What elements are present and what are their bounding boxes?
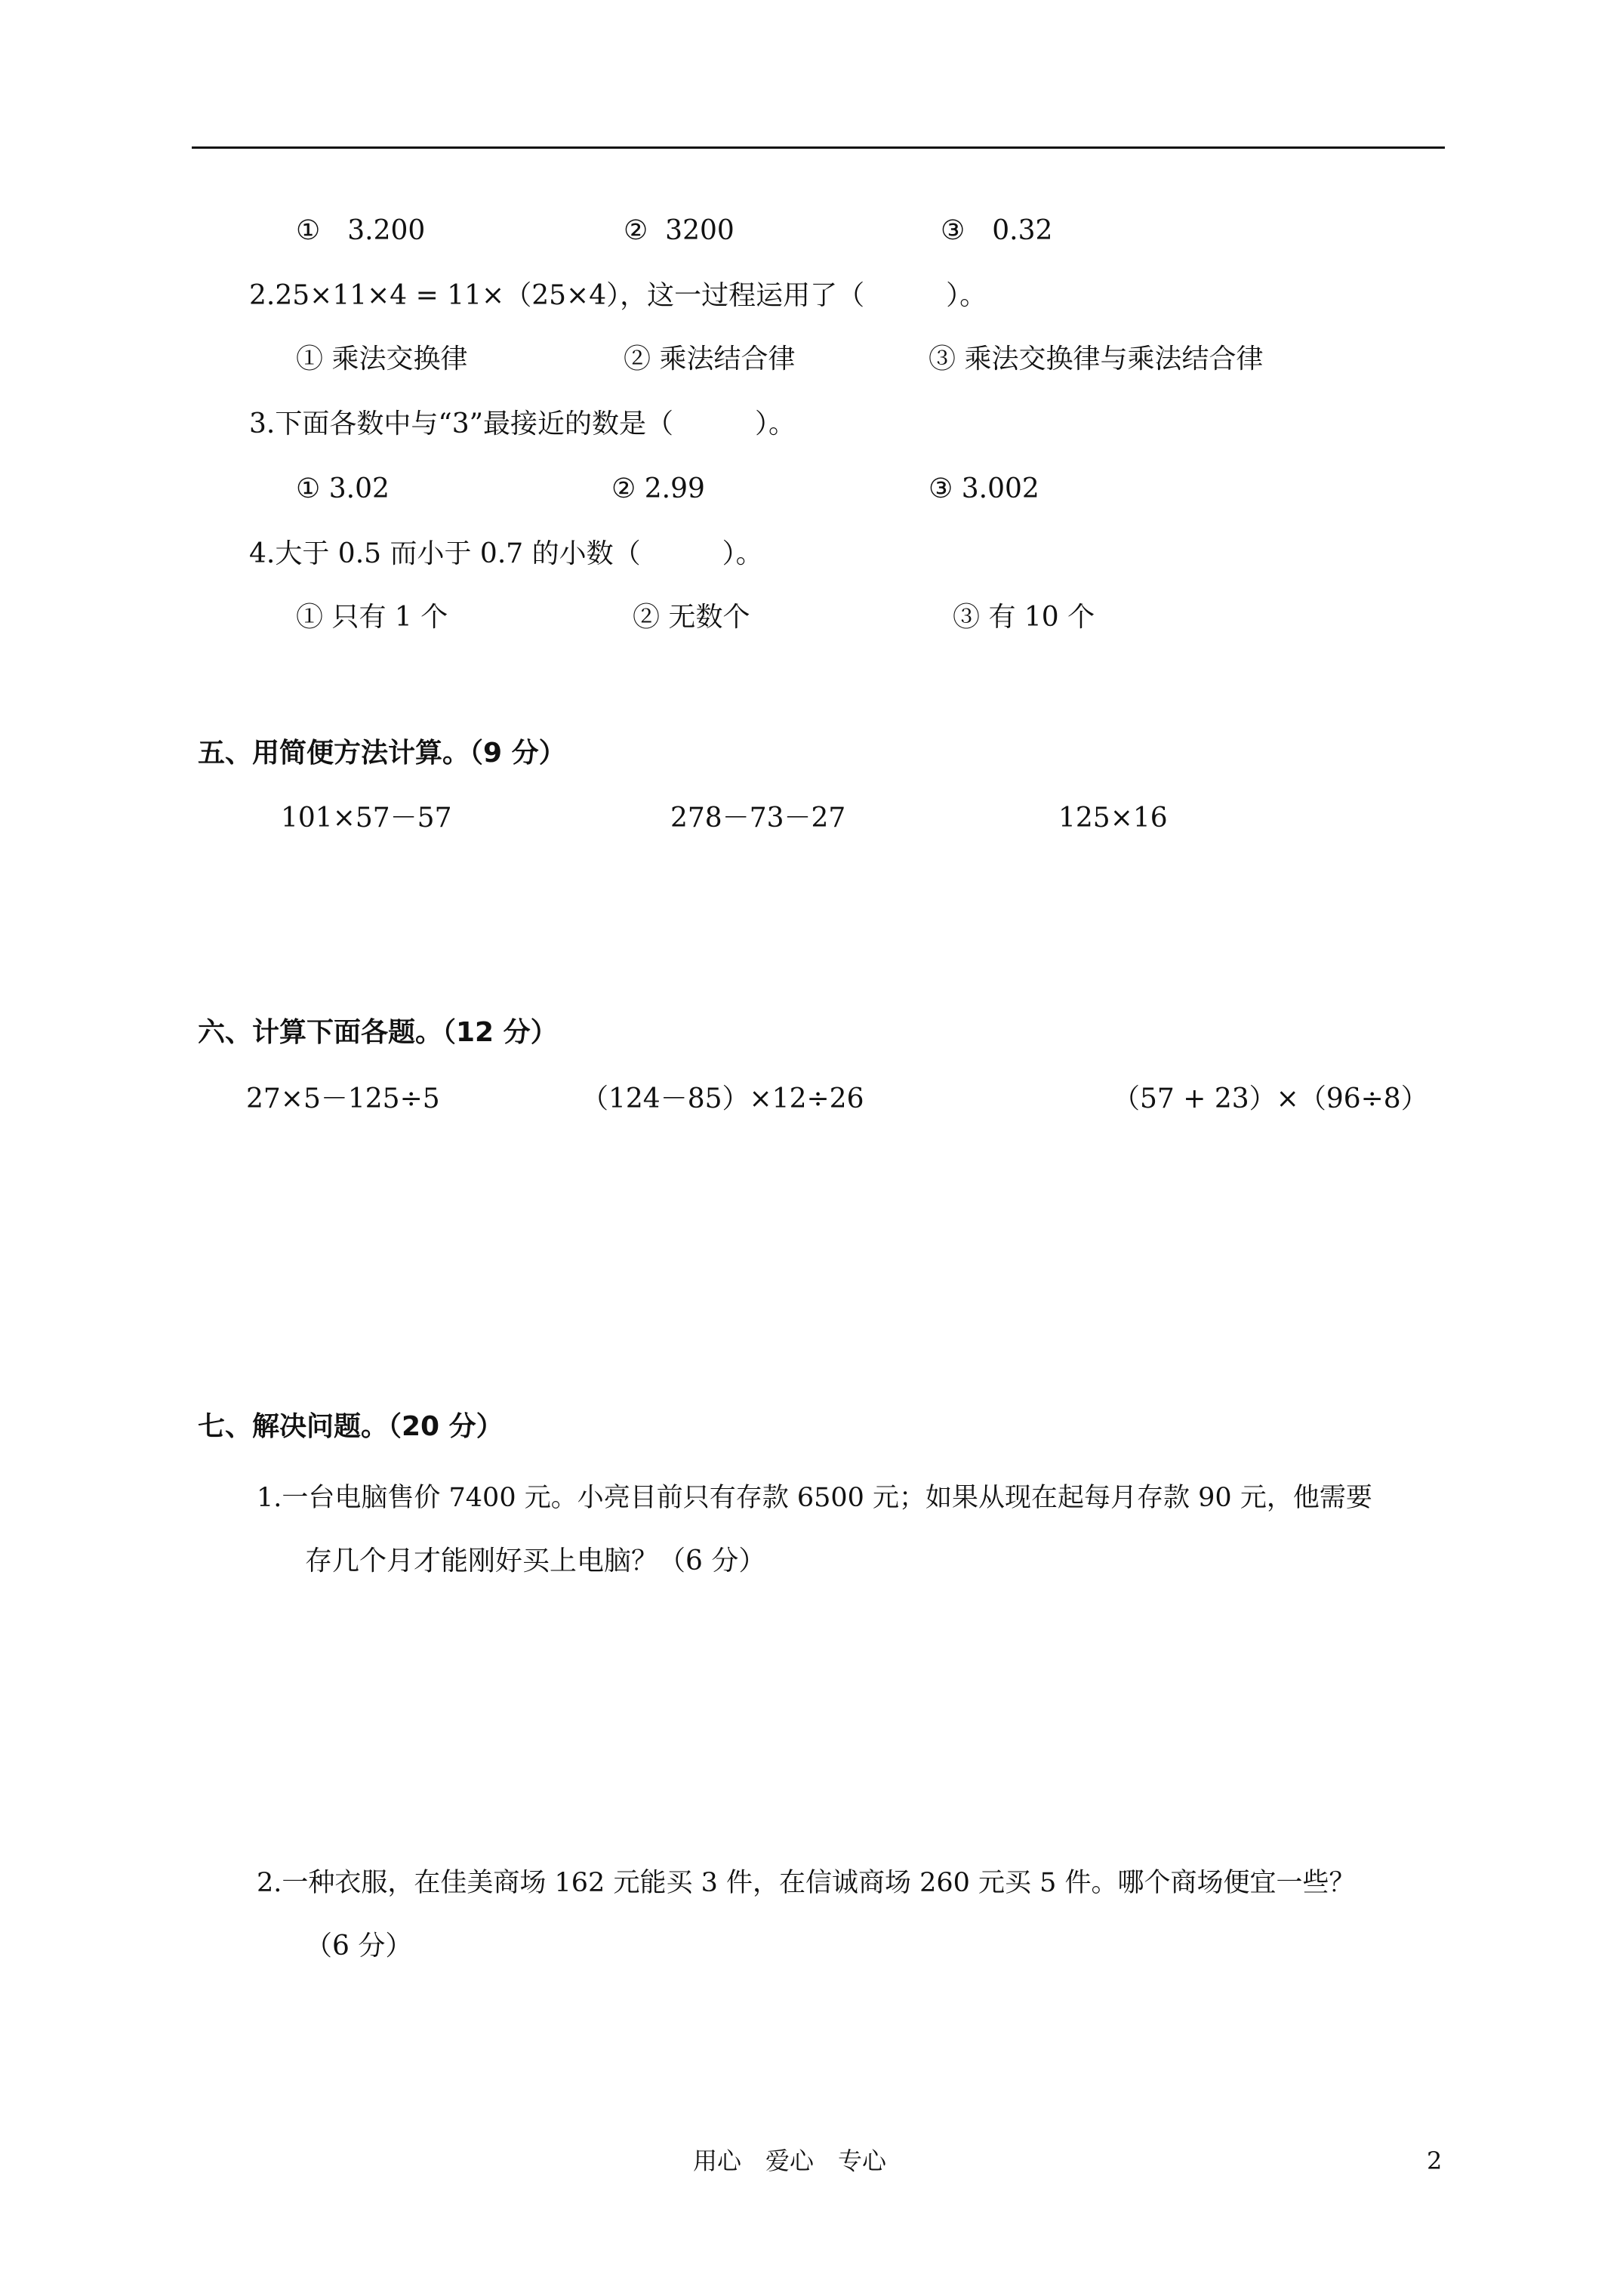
calc-problem: 27×5－125÷5: [246, 1083, 440, 1114]
word-problem-2-cont: （6 分）: [305, 1931, 413, 1962]
footer-motto: 用心 爱心 专心: [693, 2147, 887, 2175]
option-3: ③ 有 10 个: [953, 602, 1095, 633]
calc-problem: 278－73－27: [670, 803, 846, 834]
section-6-heading: 六、计算下面各题。（12 分）: [198, 1017, 558, 1048]
calc-problem: （57 + 23）×（96÷8）: [1113, 1083, 1428, 1114]
calc-problem: （124－85）×12÷26: [581, 1083, 864, 1114]
word-problem-2: 2.一种衣服，在佳美商场 162 元能买 3 件，在信诚商场 260 元买 5 件。哪个商场便宜一些？: [257, 1868, 1356, 1898]
section-5-heading: 五、用简便方法计算。（9 分）: [198, 738, 566, 769]
option-1: ① 只有 1 个: [296, 602, 448, 633]
word-problem-1-cont: 存几个月才能刚好买上电脑？（6 分）: [305, 1546, 766, 1576]
option-1: ① 乘法交换律: [296, 344, 468, 374]
header-rule: [192, 146, 1445, 149]
word-problem-1: 1.一台电脑售价 7400 元。小亮目前只有存款 6500 元；如果从现在起每月存款 90 元，他需要: [257, 1483, 1372, 1513]
question-3: 3.下面各数中与“3”最接近的数是（ ）。: [249, 408, 796, 439]
calc-problem: 101×57－57: [281, 803, 452, 834]
calc-problem: 125×16: [1058, 803, 1168, 834]
option-2: ② 3200: [624, 215, 735, 246]
option-2: ② 无数个: [633, 602, 750, 633]
option-1: ① 3.02: [296, 473, 390, 504]
option-1: ① 3.200: [296, 215, 426, 246]
page-number: 2: [1427, 2147, 1443, 2175]
option-2: ② 乘法结合律: [624, 344, 796, 374]
option-3: ③ 0.32: [941, 215, 1053, 246]
question-2: 2.25×11×4 = 11×（25×4），这一过程运用了（ ）。: [249, 280, 987, 311]
option-3: ③ 3.002: [929, 473, 1039, 504]
option-3: ③ 乘法交换律与乘法结合律: [929, 344, 1264, 374]
question-4: 4.大于 0.5 而小于 0.7 的小数（ ）。: [249, 538, 763, 569]
section-7-heading: 七、解决问题。（20 分）: [198, 1411, 504, 1442]
option-2: ② 2.99: [611, 473, 705, 504]
